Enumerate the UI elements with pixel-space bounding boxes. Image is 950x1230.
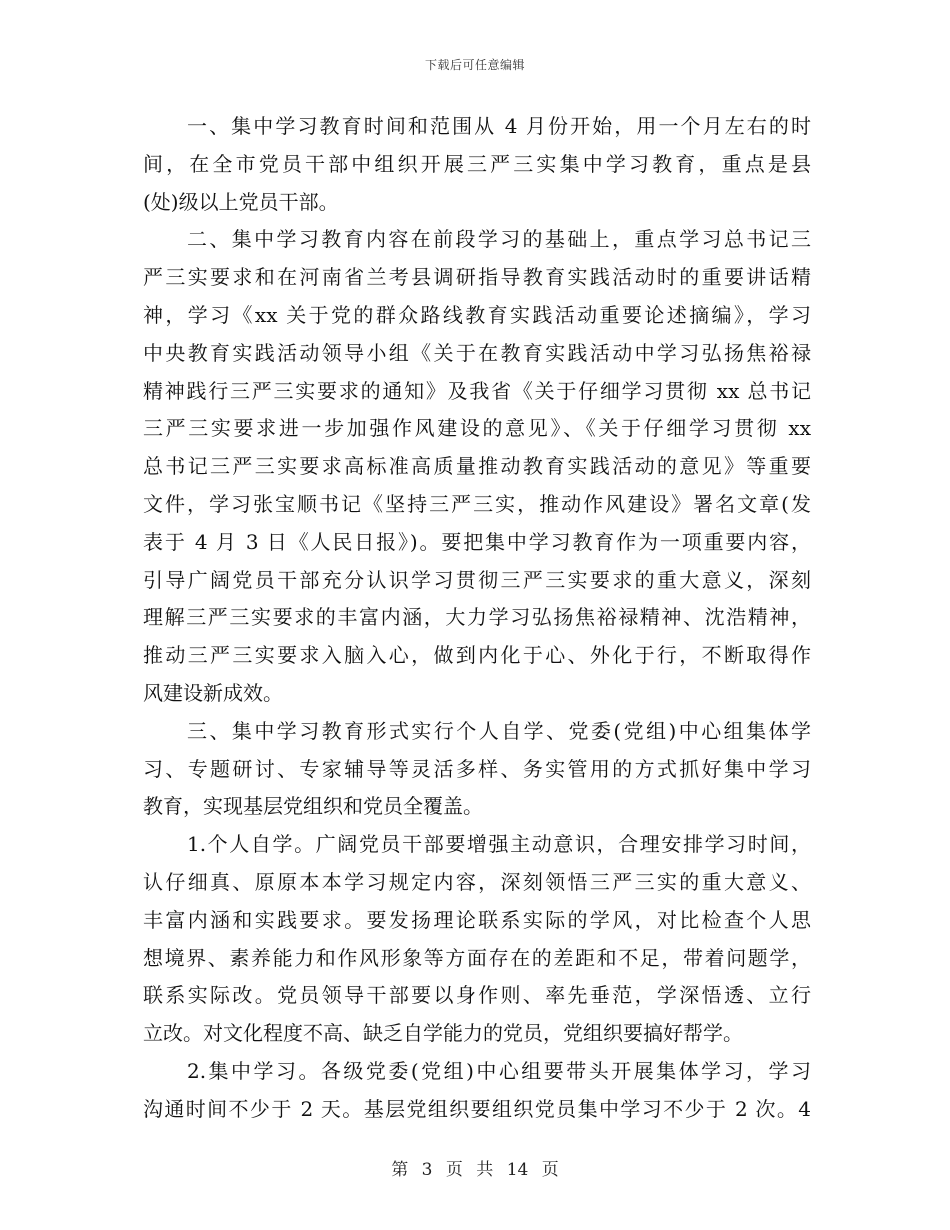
text-line: 2.集中学习。各级党委(党组)中心组要带头开展集体学习，学习 bbox=[187, 1058, 811, 1083]
text-line: 丰富内涵和实践要求。要发扬理论联系实际的学风，对比检查个人思 bbox=[143, 907, 811, 932]
text-line: 习、专题研讨、专家辅导等灵活多样、务实管用的方式抓好集中学习 bbox=[143, 756, 811, 781]
text-line: 精神践行三严三实要求的通知》及我省《关于仔细学习贯彻 xx 总书记 bbox=[143, 378, 811, 403]
text-line: 神，学习《xx 关于党的群众路线教育实践活动重要论述摘编》，学习 bbox=[143, 302, 811, 327]
text-line: 表于 4 月 3 日《人民日报》)。要把集中学习教育作为一项重要内容， bbox=[143, 529, 811, 554]
paragraph bbox=[143, 713, 811, 826]
text-line: 推动三严三实要求入脑入心，做到内化于心、外化于行，不断取得作 bbox=[143, 643, 811, 668]
text-line: 想境界、素养能力和作风形象等方面存在的差距和不足，带着问题学， bbox=[143, 945, 811, 970]
text-line: 中央教育实践活动领导小组《关于在教育实践活动中学习弘扬焦裕禄 bbox=[143, 340, 811, 365]
text-line: 理解三严三实要求的丰富内涵，大力学习弘扬焦裕禄精神、沈浩精神， bbox=[143, 605, 811, 630]
page-number-footer: 第 3 页 共 14 页 bbox=[391, 1160, 559, 1180]
text-line: 严三实要求和在河南省兰考县调研指导教育实践活动时的重要讲话精 bbox=[143, 265, 811, 290]
text-line: 立改。对文化程度不高、缺乏自学能力的党员，党组织要搞好帮学。 bbox=[143, 1021, 743, 1046]
text-line: 总书记三严三实要求高标准高质量推动教育实践活动的意见》等重要 bbox=[143, 454, 811, 479]
paragraph bbox=[143, 1053, 811, 1129]
text-line: 一、集中学习教育时间和范围从 4 月份开始，用一个月左右的时 bbox=[187, 114, 811, 138]
text-line: 教育，实现基层党组织和党员全覆盖。 bbox=[143, 794, 483, 819]
text-line: 文件，学习张宝顺书记《坚持三严三实，推动作风建设》署名文章(发 bbox=[143, 491, 811, 516]
text-line: 风建设新成效。 bbox=[143, 680, 283, 705]
text-line: 引导广阔党员干部充分认识学习贯彻三严三实要求的重大意义，深刻 bbox=[143, 567, 811, 592]
paragraph bbox=[143, 221, 811, 712]
text-line: 间，在全市党员干部中组织开展三严三实集中学习教育，重点是县 bbox=[143, 151, 811, 176]
text-line: (处)级以上党员干部。 bbox=[143, 189, 339, 214]
paragraph bbox=[143, 826, 811, 1053]
text-line: 认仔细真、原原本本学习规定内容，深刻领悟三严三实的重大意义、 bbox=[143, 869, 811, 894]
text-line: 三严三实要求进一步加强作风建设的意见》、《关于仔细学习贯彻 xx bbox=[143, 416, 811, 441]
text-line: 联系实际改。党员领导干部要以身作则、率先垂范，学深悟透、立行 bbox=[143, 983, 811, 1008]
paragraph bbox=[143, 108, 811, 221]
text-line: 1.个人自学。广阔党员干部要增强主动意识，合理安排学习时间， bbox=[187, 832, 811, 857]
text-line: 三、集中学习教育形式实行个人自学、党委(党组)中心组集体学 bbox=[187, 718, 811, 743]
page-header: 下载后可任意编辑 bbox=[424, 58, 525, 72]
text-line: 沟通时间不少于 2 天。基层党组织要组织党员集中学习不少于 2 次。4 bbox=[143, 1096, 811, 1121]
text-line: 二、集中学习教育内容在前段学习的基础上，重点学习总书记三 bbox=[187, 227, 811, 252]
document-body bbox=[143, 108, 811, 1129]
